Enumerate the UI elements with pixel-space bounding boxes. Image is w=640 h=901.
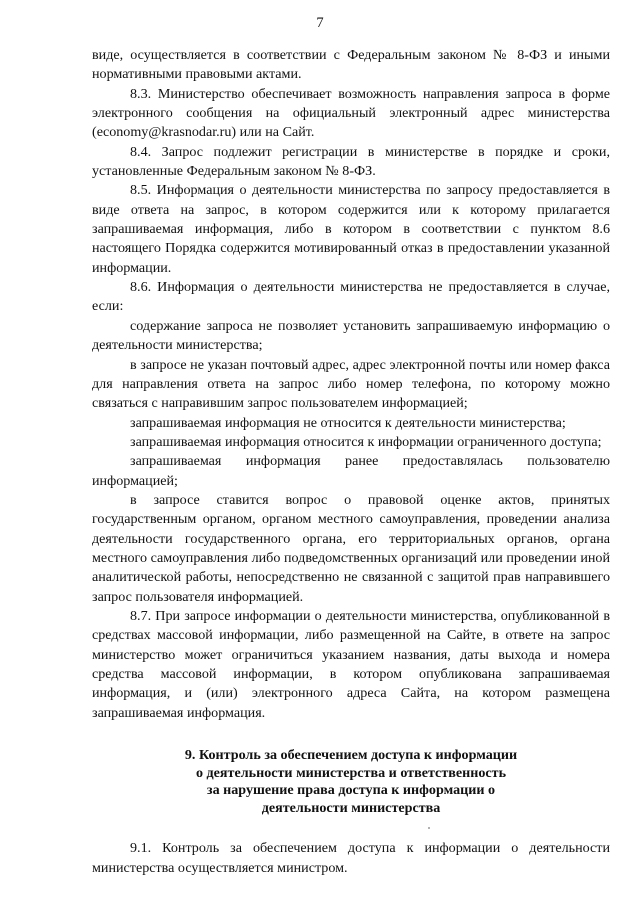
list-item: в запросе ставится вопрос о правовой оценке актов, принятых государственным органом, органом местного самоуправления, проведении анализа деятельности государственного органа, его территориальных органов, органа местного самоуправления либо подведомственных организаций или проведении иной аналитической работы, непосредственно не связанной с защитой прав направившего запрос пользователя информацией.: [92, 491, 610, 605]
list-item: содержание запроса не позволяет установить запрашиваемую информацию о деятельности министерства;: [92, 317, 610, 354]
paragraph-8-4: 8.4. Запрос подлежит регистрации в министерстве в порядке и сроки, установленные Федеральным законом № 8-ФЗ.: [92, 143, 610, 180]
section-heading-line: деятельности министерства: [261, 799, 441, 816]
paragraph-continuation: виде, осуществляется в соответствии с Федеральным законом № 8-ФЗ и иными нормативными правовыми актами.: [92, 47, 610, 83]
scan-speck: [428, 827, 430, 829]
paragraph-8-3: 8.3. Министерство обеспечивает возможность направления запроса в форме электронного сообщения на официальный электронный адрес министерства (economy@krasnodar.ru) или на Сайт.: [92, 85, 610, 141]
section-heading: [92, 747, 610, 817]
list-item: запрашиваемая информация относится к информации ограниченного доступа;: [130, 433, 602, 450]
paragraph-8-7: 8.7. При запросе информации о деятельности министерства, опубликованной в средствах массовой информации, либо размещенной на Сайте, в ответе на запрос министерство может ограничиться указанием названия, даты выхода и номера средства массовой информации, в котором опубликована запрашиваемая информация, и (или) электронного адреса Сайта, на котором размещена запрашиваемая информация.: [92, 607, 610, 721]
list-item: запрашиваемая информация ранее предоставлялась пользователю информацией;: [92, 453, 610, 489]
list-item: запрашиваемая информация не относится к деятельности министерства;: [130, 414, 566, 431]
page-number: 7: [316, 15, 324, 31]
paragraph-8-5: 8.5. Информация о деятельности министерства по запросу предоставляется в виде ответа на запрос, в котором содержится или к которому прилагается запрашиваемая информация, либо в котором в соответствии с пунктом 8.6 настоящего Порядка содержится мотивированный отказ в предоставлении указанной информации.: [92, 182, 610, 276]
list-item: в запросе не указан почтовый адрес, адрес электронной почты или номер факса для направления ответа на запрос либо номер телефона, по которому можно связаться с направившим запрос пользователем информацией;: [92, 356, 610, 412]
paragraph-9-1: 9.1. Контроль за обеспечением доступа к информации о деятельности министерства осуществляется министром.: [92, 840, 610, 876]
section-heading-line: 9. Контроль за обеспечением доступа к информации: [184, 747, 518, 764]
document-body: [92, 46, 610, 878]
section-heading-line: за нарушение права доступа к информации о: [206, 782, 496, 799]
paragraph-8-6: 8.6. Информация о деятельности министерства не предоставляется в случае, если:: [92, 279, 610, 315]
section-heading-line: о деятельности министерства и ответственность: [195, 764, 507, 781]
